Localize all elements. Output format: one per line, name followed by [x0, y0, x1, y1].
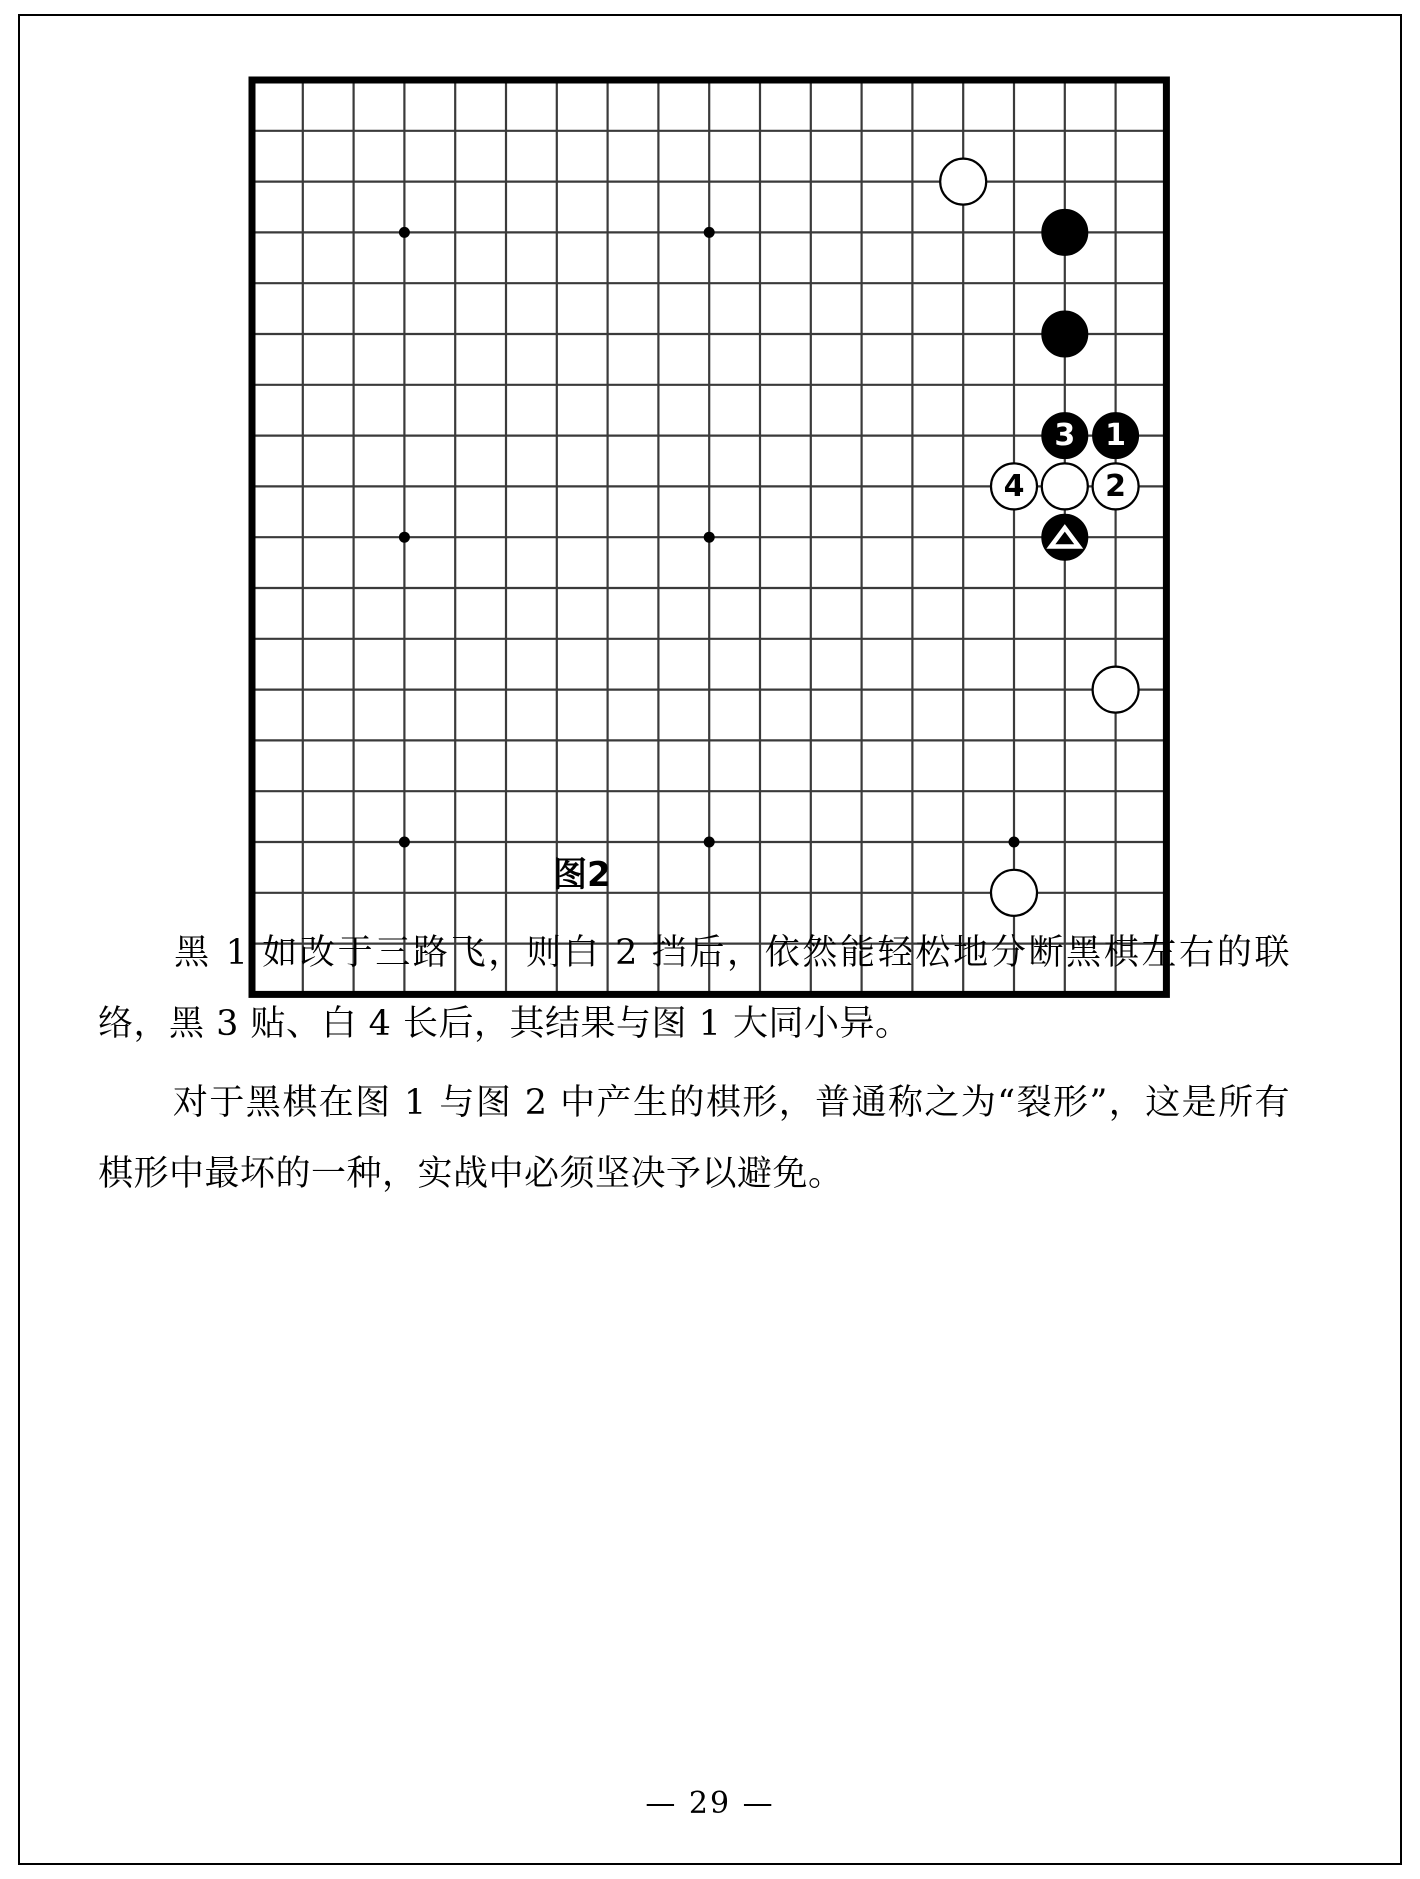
- svg-text:1: 1: [1105, 418, 1127, 454]
- svg-text:2: 2: [1105, 468, 1127, 504]
- svg-text:4: 4: [1003, 468, 1025, 504]
- page-number: — 29 —: [645, 1786, 775, 1821]
- paragraph-1-text: 黑 1 如改于三路飞，则白 2 挡后，依然能轻松地分断黑棋左右的联络，黑 3 贴、白 4 长后，其结果与图 1 大同小异。: [98, 933, 1290, 1044]
- paragraph-2-text: 对于黑棋在图 1 与图 2 中产生的棋形，普通称之为“裂形”，这是所有棋形中最坏的一种，实战中必须坚决予以避免。: [98, 1083, 1290, 1194]
- go-board-diagram: [210, 62, 1127, 837]
- svg-text:3: 3: [1054, 418, 1076, 454]
- figure-caption: 图2: [553, 855, 611, 895]
- paragraph-2: [98, 1068, 1290, 1210]
- body-text: [98, 918, 1290, 1218]
- go-board-svg: [210, 62, 1127, 837]
- paragraph-1: [98, 918, 1290, 1060]
